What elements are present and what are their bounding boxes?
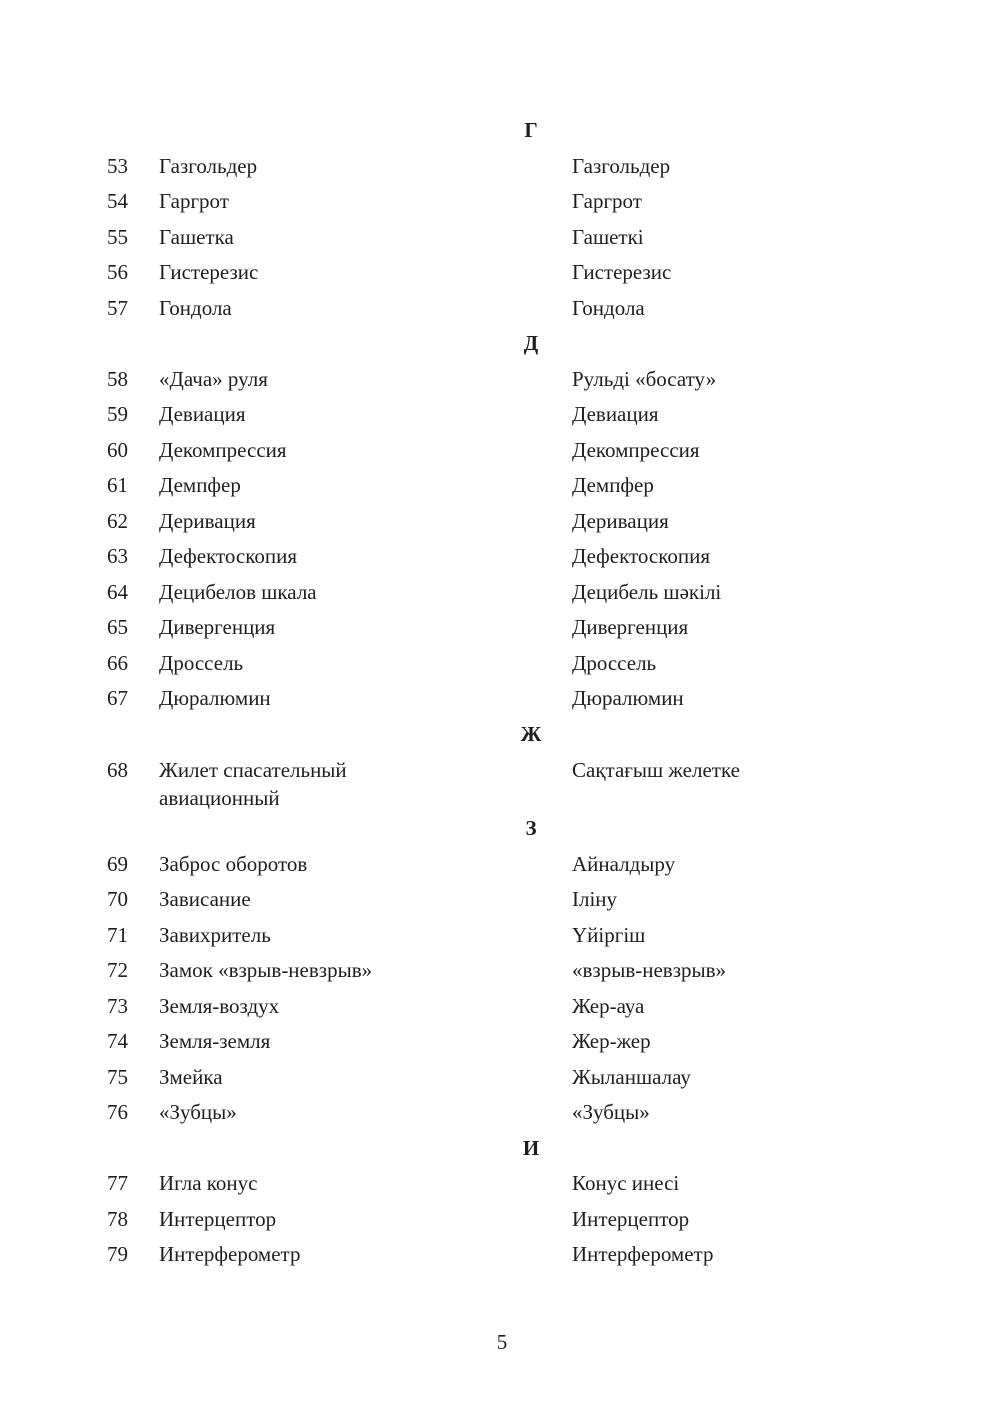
entry-number: 53	[107, 153, 128, 178]
kazakh-term: Сақтағыш желетке	[572, 758, 740, 782]
entry-number: 55	[107, 224, 128, 249]
kazakh-term: Газгольдер	[572, 153, 671, 178]
glossary-row	[0, 882, 1004, 918]
kazakh-term: Дюралюмин	[572, 686, 684, 710]
glossary-row	[0, 1202, 1004, 1238]
entry-number: 66	[107, 650, 128, 675]
russian-term: Декомпрессия	[159, 437, 287, 462]
glossary-row	[0, 184, 1004, 220]
entry-number: 57	[107, 295, 128, 320]
glossary-row	[0, 847, 1004, 883]
glossary-row	[0, 468, 1004, 504]
glossary-row	[0, 397, 1004, 433]
kazakh-term: «взрыв-невзрыв»	[572, 958, 727, 982]
russian-term: Гистерезис	[159, 260, 259, 284]
kazakh-term: Гистерезис	[572, 260, 672, 284]
section-heading-g: Г	[524, 118, 538, 142]
section-heading-zh: Ж	[520, 721, 542, 746]
kazakh-term: Жер-ауа	[572, 993, 645, 1018]
entry-number: 79	[107, 1242, 128, 1266]
russian-term: Земля-воздух	[159, 993, 280, 1018]
entry-number: 73	[107, 993, 128, 1018]
kazakh-term: Интерферометр	[572, 1242, 714, 1266]
kazakh-term: Гондола	[572, 295, 645, 320]
kazakh-term: Жер-жер	[572, 1029, 651, 1053]
entry-number: 77	[107, 1171, 128, 1195]
entry-number: 76	[107, 1100, 128, 1124]
glossary-row	[0, 752, 1004, 811]
russian-term: Девиация	[159, 402, 246, 426]
entry-number: 60	[107, 437, 128, 462]
russian-term: Деривация	[159, 508, 256, 533]
russian-term: Завихритель	[159, 922, 271, 947]
russian-term	[159, 756, 459, 812]
russian-term: Гондола	[159, 295, 232, 320]
kazakh-term: Үйіргіш	[572, 922, 646, 947]
russian-term: Гашетка	[159, 224, 234, 249]
glossary-row	[0, 362, 1004, 398]
entry-number: 72	[107, 958, 128, 982]
kazakh-term: Гаргрот	[572, 189, 642, 213]
entry-number: 69	[107, 851, 128, 876]
russian-term: «Дача» руля	[159, 366, 268, 391]
entry-number: 71	[107, 922, 128, 947]
kazakh-term: «Зубцы»	[572, 1100, 650, 1124]
entry-number: 61	[107, 473, 128, 497]
russian-term: Дроссель	[159, 650, 244, 675]
glossary-row	[0, 255, 1004, 291]
entry-number: 74	[107, 1029, 128, 1053]
kazakh-term: Девиация	[572, 402, 659, 426]
russian-term: Интерферометр	[159, 1242, 301, 1266]
russian-term-line: авиационный	[159, 786, 280, 810]
russian-term: Дивергенция	[159, 615, 276, 639]
glossary-row	[0, 989, 1004, 1025]
entry-number: 59	[107, 402, 128, 426]
glossary-row	[0, 149, 1004, 185]
russian-term: Заброс оборотов	[159, 851, 308, 876]
page-number: 5	[496, 1330, 508, 1354]
entry-number: 58	[107, 366, 128, 391]
entry-number: 63	[107, 544, 128, 568]
glossary-row	[0, 953, 1004, 989]
glossary-row	[0, 291, 1004, 327]
russian-term: Змейка	[159, 1064, 223, 1089]
entry-number: 78	[107, 1206, 128, 1231]
russian-term: Игла конус	[159, 1171, 258, 1195]
glossary-row	[0, 681, 1004, 717]
kazakh-term: Конус инесі	[572, 1171, 680, 1195]
kazakh-term: Демпфер	[572, 473, 654, 497]
russian-term: Дефектоскопия	[159, 544, 298, 568]
glossary-row	[0, 610, 1004, 646]
russian-term: Гаргрот	[159, 189, 229, 213]
section-heading-i: И	[522, 1135, 540, 1160]
glossary-row	[0, 575, 1004, 611]
glossary-row	[0, 220, 1004, 256]
entry-number: 68	[107, 758, 128, 782]
kazakh-term: Дефектоскопия	[572, 544, 711, 568]
glossary-row	[0, 1237, 1004, 1273]
entry-number: 54	[107, 189, 128, 213]
russian-term-line: Жилет спасательный	[159, 758, 347, 782]
entry-number: 75	[107, 1064, 128, 1089]
entry-number: 62	[107, 508, 128, 533]
section-heading-d: Д	[523, 331, 539, 355]
kazakh-term: Децибель шәкілі	[572, 579, 722, 604]
russian-term: Интерцептор	[159, 1206, 277, 1231]
kazakh-term: Рульді «босату»	[572, 366, 717, 391]
russian-term: «Зубцы»	[159, 1100, 237, 1124]
glossary-row	[0, 504, 1004, 540]
russian-term: Зависание	[159, 887, 251, 911]
entry-number: 70	[107, 887, 128, 911]
kazakh-term: Дроссель	[572, 650, 657, 675]
russian-term: Дюралюмин	[159, 686, 271, 710]
glossary-row	[0, 1095, 1004, 1131]
entry-number: 65	[107, 615, 128, 639]
russian-term: Децибелов шкала	[159, 579, 317, 604]
russian-term: Земля-земля	[159, 1029, 271, 1053]
russian-term: Замок «взрыв-невзрыв»	[159, 958, 373, 982]
russian-term: Газгольдер	[159, 153, 258, 178]
kazakh-term: Жыланшалау	[572, 1064, 691, 1089]
kazakh-term: Деривация	[572, 508, 669, 533]
glossary-row	[0, 646, 1004, 682]
glossary-row	[0, 1024, 1004, 1060]
kazakh-term: Декомпрессия	[572, 437, 700, 462]
entry-number: 56	[107, 260, 128, 284]
russian-term: Демпфер	[159, 473, 241, 497]
glossary-row	[0, 918, 1004, 954]
kazakh-term: Дивергенция	[572, 615, 689, 639]
glossary-content	[0, 113, 1004, 1273]
glossary-row	[0, 1060, 1004, 1096]
section-heading-z: З	[525, 816, 537, 840]
kazakh-term: Айналдыру	[572, 851, 676, 876]
kazakh-term: Интерцептор	[572, 1206, 690, 1231]
glossary-row	[0, 539, 1004, 575]
glossary-row	[0, 1166, 1004, 1202]
entry-number: 67	[107, 686, 128, 710]
glossary-row	[0, 433, 1004, 469]
entry-number: 64	[107, 579, 128, 604]
kazakh-term: Іліну	[572, 887, 618, 911]
kazakh-term: Гашеткі	[572, 224, 644, 249]
